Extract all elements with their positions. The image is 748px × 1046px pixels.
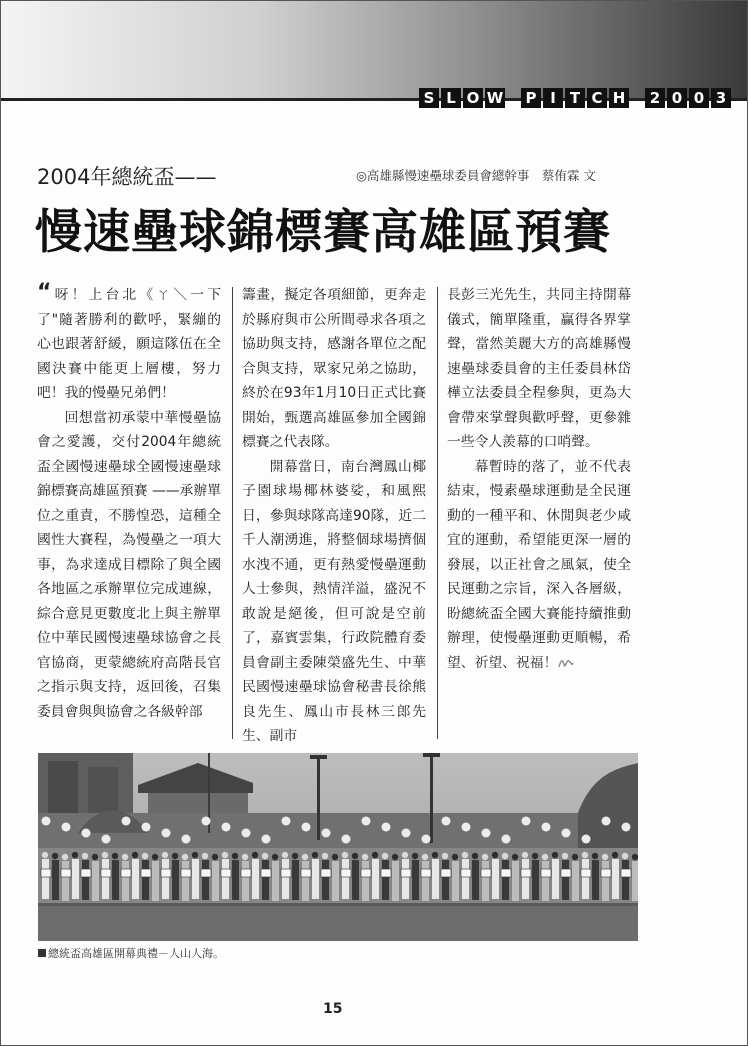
- series-logo-letter: 0: [689, 88, 709, 108]
- article-headline: 慢速壘球錦標賽高雄區預賽: [35, 205, 611, 260]
- series-logo-letter: C: [587, 88, 607, 108]
- series-logo-letter: H: [609, 88, 629, 108]
- series-logo-letter: P: [521, 88, 541, 108]
- paragraph: [447, 455, 631, 676]
- series-logo-space: [631, 88, 643, 108]
- column-divider: [437, 287, 438, 739]
- paragraph-text: 呀！上台北《ㄚ＼一下了"隨著勝利的歡呼，緊繃的心也跟著舒緩，願這隊伍在全國決賽中能更上層樓，努力吧！我的慢壘兄弟們！: [37, 287, 221, 401]
- paragraph: 長彭三光先生，共同主持開幕儀式，簡單隆重，贏得各界掌聲，當然美麗大方的高雄縣慢速壘球委員會的主任委員林岱樺立法委員全程參與，更為大會帶來掌聲與歡呼聲，更參雜一些令人羨幕的口哨聲。: [447, 287, 631, 450]
- article-byline: ◎高雄縣慢速壘球委員會總幹事 蔡侑霖 文: [356, 168, 596, 183]
- text-column-2: [242, 283, 426, 749]
- series-logo-letter: T: [565, 88, 585, 108]
- paragraph-text: 幕暫時的落了，並不代表結束，慢素壘球運動是全民運動的一種平和、休閒與老少咸宜的運動，希望能更深一層的發展，以正社會之風氣，使全民運動之宗旨，深入各層級，盼總統盃全國大賽能持續推動辦理，使慢壘運動更順暢，希望、祈望、祝福！: [447, 458, 631, 671]
- caption-square-icon: [38, 949, 46, 957]
- signature-scribble-icon: [557, 657, 575, 669]
- series-logo-letter: W: [486, 89, 504, 107]
- open-quote-mark: “: [37, 280, 52, 305]
- series-logo-space: [507, 88, 519, 108]
- paragraph: [37, 280, 221, 406]
- series-logo-letter: S: [419, 88, 439, 108]
- photo-caption: [38, 945, 224, 961]
- series-logo-letter: 0: [667, 88, 687, 108]
- series-logo-letter: 3: [711, 88, 731, 108]
- paragraph: 開幕當日，南台灣鳳山椰子園球場椰林婆娑，和風熙日，參與球隊高達90隊，近二千人潮湧進，將整個球場擠個水洩不通，更有熱愛慢壘運動人士參與，熱情洋溢，盛況不敢說是絕後，但可說是空前了，嘉賓雲集，行政院體育委員會副主委陳榮盛先生、中華民國慢速壘球協會秘書長徐熊良先生、鳳山市長林三郎先生、副市: [242, 458, 426, 744]
- series-logo-letter: I: [543, 88, 563, 108]
- series-logo: [419, 88, 731, 108]
- series-logo-letter: L: [441, 88, 461, 108]
- text-column-3: [447, 283, 631, 675]
- caption-text: 總統盃高雄區開幕典禮－人山人海。: [48, 947, 224, 960]
- article-kicker: 2004年總統盃——: [37, 165, 217, 189]
- paragraph: 回想當初承蒙中華慢壘協會之愛護，交付2004年總統盃全國慢速壘球全國慢速壘球錦標賽高雄區預賽 ——承辦單位之重責，不勝惶恐，這種全國性大賽程，為慢壘之一項大事，為求達成目標除了與全國各地區之承辦單位完成連線，綜合意見更數度北上與主辦單位中華民國慢速壘球協會之長官協商，更蒙總統府高階長官之指示與支持，返回後，召集委員會與與協會之各級幹部: [37, 409, 221, 720]
- page-number: 15: [323, 1001, 343, 1017]
- header-gradient-band: [1, 1, 747, 98]
- series-logo-letter: O: [463, 88, 483, 108]
- opening-ceremony-photo: [38, 753, 638, 941]
- paragraph: 籌畫，擬定各項細節，更奔走於縣府與市公所間尋求各項之協助與支持，感謝各單位之配合與支持，眾家兄弟之協助，終於在93年1月10日正式比賽開始，甄選高雄區參加全國錦標賽之代表隊。: [242, 287, 426, 450]
- text-column-1: [37, 280, 221, 724]
- series-logo-letter: 2: [645, 88, 665, 108]
- article-body: [37, 280, 637, 744]
- column-divider: [232, 287, 233, 739]
